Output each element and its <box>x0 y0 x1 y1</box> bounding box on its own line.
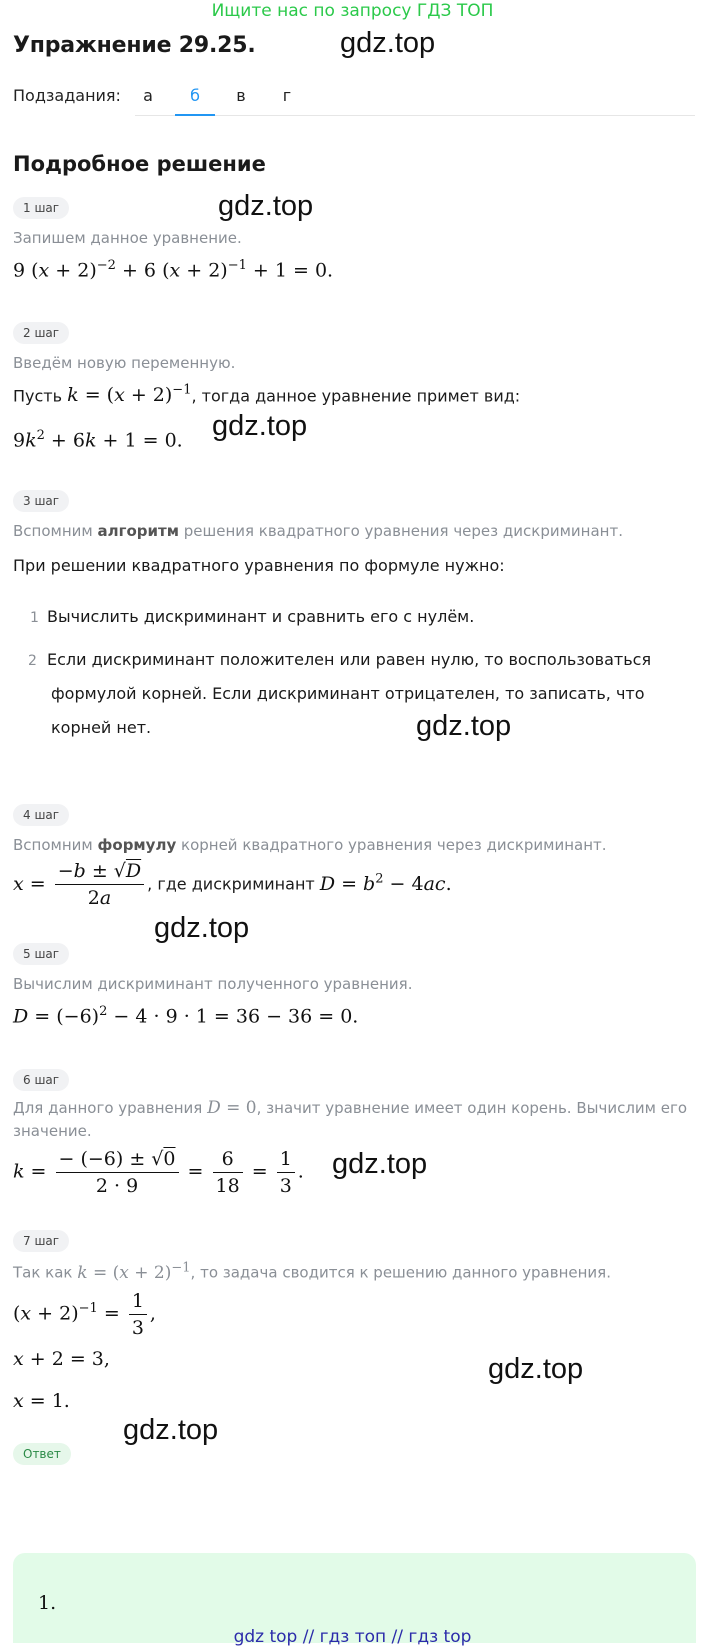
watermark: gdz.top <box>212 410 308 442</box>
answer-value: 1. <box>38 1592 57 1614</box>
equation: 9 $(x + 2)^{-2} + 6$ $(x + 2)^{-1} + 1 = 0$. <box>13 258 334 282</box>
watermark: gdz.top <box>332 1148 428 1180</box>
formula: x = $\frac{-b \pm √D}{2a}$ <box>13 873 147 895</box>
hint-pre: Вспомним <box>13 836 93 854</box>
step-badge: 6 шаг <box>13 1069 69 1091</box>
watermark: gdz.top <box>154 912 250 944</box>
page-title: Упражнение 29.25. <box>13 33 256 58</box>
formula: $k = (x + 2)^{-1}$ <box>67 383 192 407</box>
subtask-tabs <box>135 80 695 116</box>
active-tab-underline <box>175 114 215 116</box>
quadratic-formula-line <box>13 860 452 909</box>
hint-post: , то задача сводится к решению данного уравнения. <box>190 1263 611 1282</box>
subtasks-label: Подзадания: <box>13 86 121 105</box>
step-badge: 7 шаг <box>13 1230 69 1252</box>
substitution-line <box>13 383 520 406</box>
equation: $9k^2 + 6k + 1 = 0$. <box>13 428 183 452</box>
text-mid: , где дискриминант <box>147 874 315 894</box>
hint-post: , значит уравнение имеет один корень. Вычислим его <box>256 1099 688 1117</box>
hint-post: решения квадратного уравнения через дискриминант. <box>183 522 623 540</box>
list-item: Вычислить дискриминант и сравнить его с нулём. <box>47 607 475 626</box>
tab-g[interactable]: г <box>282 86 292 105</box>
top-banner[interactable]: Ищите нас по запросу ГДЗ ТОП <box>211 1 494 21</box>
watermark: gdz.top <box>123 1414 219 1446</box>
tab-v[interactable]: в <box>236 86 246 105</box>
equation: $D = (-6)^2 - 4 \cdot 9 \cdot 1 = 36 - 36 = 0$. <box>13 1004 359 1028</box>
step-hint-cont: значение. <box>13 1122 92 1140</box>
hint-pre: Для данного уравнения <box>13 1099 203 1117</box>
hint-bold: алгоритм <box>97 522 179 540</box>
equation: x = 1. <box>13 1390 70 1412</box>
step-badge: 1 шаг <box>13 197 69 219</box>
step-hint: Вычислим дискриминант полученного уравнения. <box>13 975 413 993</box>
list-item-cont: корней нет. <box>51 718 152 737</box>
text-post: , тогда данное уравнение примет вид: <box>191 386 521 406</box>
step-badge: 5 шаг <box>13 943 69 965</box>
list-number: 1 <box>30 610 39 626</box>
hint-bold: формулу <box>97 836 177 854</box>
step-hint <box>13 1260 611 1283</box>
equation: x + 2 = 3, <box>13 1348 110 1370</box>
step-hint: Запишем данное уравнение. <box>13 229 242 247</box>
answer-badge: Ответ <box>13 1443 71 1465</box>
list-item-cont: формулой корней. Если дискриминант отрицателен, то записать, что <box>51 684 645 703</box>
list-number: 2 <box>28 653 37 669</box>
hint-pre: Так как <box>13 1263 73 1282</box>
watermark: gdz.top <box>340 27 436 59</box>
watermark: gdz.top <box>416 710 512 742</box>
formula: $k = (x + 2)^{-1}$ <box>77 1260 191 1283</box>
tab-a[interactable]: а <box>143 86 153 105</box>
list-item: Если дискриминант положителен или равен нулю, то воспользоваться <box>47 650 652 669</box>
step-badge: 4 шаг <box>13 804 69 826</box>
step-hint <box>13 522 623 540</box>
formula: $D = b^2 - 4ac$. <box>319 871 452 895</box>
hint-pre: Вспомним <box>13 522 93 540</box>
section-title: Подробное решение <box>13 152 266 176</box>
step-badge: 2 шаг <box>13 322 69 344</box>
watermark: gdz.top <box>488 1353 584 1385</box>
step-hint <box>13 836 607 854</box>
hint-post: корней квадратного уравнения через дискриминант. <box>181 836 607 854</box>
equation: k = $\frac{- (-6) \pm √0}{2 \cdot 9}$ = $\frac{6}{18}$ = $\frac{1}{3}$ . <box>13 1148 304 1197</box>
step-intro: При решении квадратного уравнения по формуле нужно: <box>13 556 505 575</box>
step-hint: Введём новую переменную. <box>13 354 236 372</box>
watermark: gdz.top <box>218 190 314 222</box>
text-pre: Пусть <box>13 386 63 406</box>
footer-links[interactable]: gdz top // гдз топ // гдз top <box>233 1627 472 1647</box>
equation: $(x + 2)^{-1}$ = $\frac{1}{3}$ , <box>13 1290 156 1339</box>
step-hint <box>13 1098 687 1118</box>
tab-b[interactable]: б <box>190 86 200 105</box>
formula: D = 0 <box>207 1098 257 1118</box>
step-badge: 3 шаг <box>13 490 69 512</box>
